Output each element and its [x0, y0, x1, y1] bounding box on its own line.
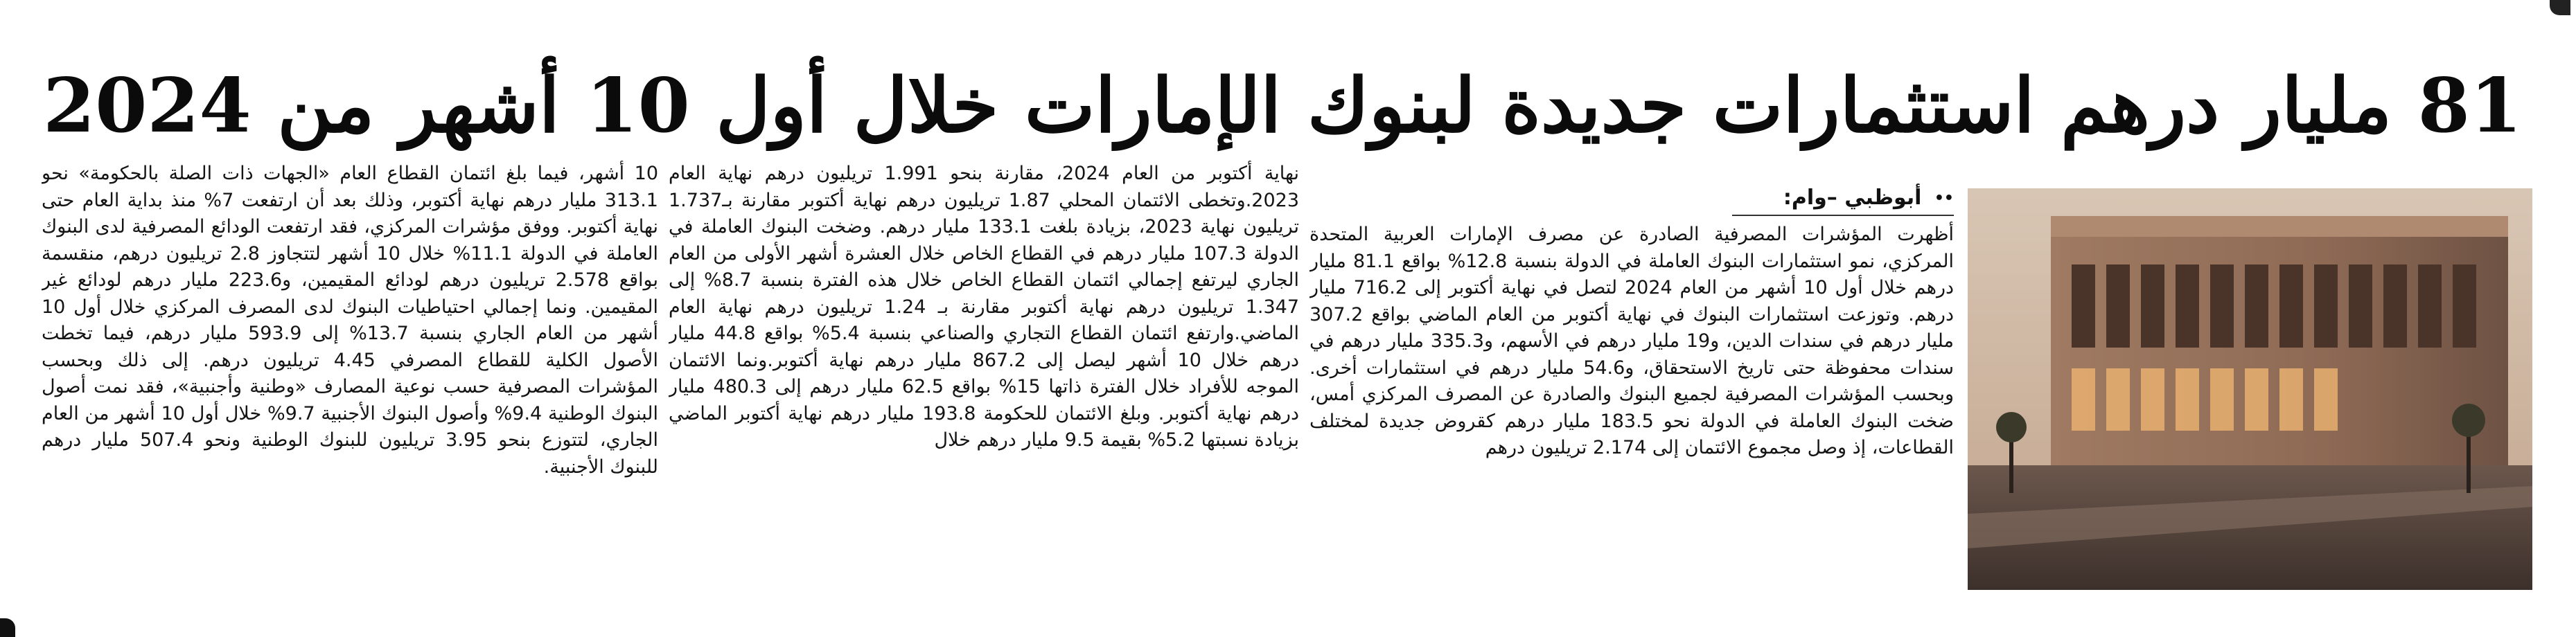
article-column-3 — [42, 161, 658, 593]
dateline — [1732, 186, 1954, 216]
dateline-rule — [1732, 215, 1954, 216]
column-text: 10 أشهر، فيما بلغ ائتمان القطاع العام «الجهات ذات الصلة بالحكومة» نحو 313.1 مليار درهم نهاية أكتوبر، وذلك بعد أن ارتفعت 7% منذ بداية العام حتى نهاية أكتوبر. ووفق مؤشرات المركزي، فقد ارتفعت الودائع المصرفية لدى البنوك العاملة في الدولة 11.1% خلال 10 أشهر لتتجاوز 2.8 تريليون درهم، منقسمة بواقع 2.578 تريليون درهم لودائع المقيمين، و223.6 مليار درهم لودائع غير المقيمين. ونما إجمالي احتياطيات البنوك لدى المصرف المركزي خلال أول 10 أشهر من العام الجاري بنسبة 13.7% إلى 593.9 مليار درهم، فيما تخطت الأصول الكلية للقطاع المصرفي 4.45 تريليون درهم. إلى ذلك وبحسب المؤشرات المصرفية حسب نوعية المصارف «وطنية وأجنبية»، فقد نمت أصول البنوك الوطنية 9.4% وأصول البنوك الأجنبية 9.7% خلال أول 10 أشهر من العام الجاري، لتتوزع بنحو 3.95 تريليون للبنوك الوطنية ونحو 507.4 مليار درهم للبنوك الأجنبية. — [42, 163, 658, 478]
article-column-1 — [1309, 222, 1954, 595]
column-text: أظهرت المؤشرات المصرفية الصادرة عن مصرف الإمارات العربية المتحدة المركزي، نمو استثمارات البنوك العاملة في الدولة بنسبة 12.8% بواقع 81.1 مليار درهم خلال أول 10 أشهر من العام 2024 لتصل في نهاية أكتوبر إلى 716.2 مليار درهم. وتوزعت استثمارات البنوك في نهاية أكتوبر من العام الماضي بواقع 307.2 مليار درهم في سندات الدين، و19 مليار درهم في الأسهم، و335.3 مليار درهم في سندات محفوظة حتى تاريخ الاستحقاق، و54.6 مليار درهم في استثمارات أخرى. وبحسب المؤشرات المصرفية لجميع البنوك والصادرة عن المصرف المركزي أمس، ضخت البنوك العاملة في الدولة نحو 183.5 مليار درهم كقروض جديدة لمختلف القطاعات، إذ وصل مجموع الائتمان إلى 2.174 تريليون درهم — [1309, 224, 1954, 458]
headline: 81 مليار درهم استثمارات جديدة لبنوك الإمارات خلال أول 10 أشهر من 2024 — [43, 62, 2522, 150]
dateline-text: أبوظبي –وام: — [1783, 186, 1922, 210]
building-illustration — [1968, 188, 2532, 590]
column-text: نهاية أكتوبر من العام 2024، مقارنة بنحو 1.991 تريليون درهم نهاية العام 2023.وتخطى الائتمان المحلي 1.87 تريليون درهم نهاية أكتوبر مقارنة بـ1.737 تريليون نهاية 2023، بزيادة بلغت 133.1 مليار درهم. وضخت البنوك العاملة في الدولة 107.3 مليار درهم في القطاع الخاص خلال العشرة أشهر الأولى من العام الجاري ليرتفع إجمالي ائتمان القطاع الخاص خلال هذه الفترة بنسبة 8.7% إلى 1.347 تريليون درهم نهاية أكتوبر مقارنة بـ 1.24 تريليون درهم نهاية العام الماضي.وارتفع ائتمان القطاع التجاري والصناعي بنسبة 5.4% بواقع 44.8 مليار درهم خلال 10 أشهر ليصل إلى 867.2 مليار درهم نهاية أكتوبر.ونما الائتمان الموجه للأفراد خلال الفترة ذاتها 15% بواقع 62.5 مليار درهم إلى 480.3 مليار درهم نهاية أكتوبر. وبلغ الائتمان للحكومة 193.8 مليار درهم نهاية أكتوبر الماضي بزيادة نسبتها 5.2% بقيمة 9.5 مليار درهم خلال — [669, 163, 1299, 451]
article-column-2 — [669, 161, 1299, 593]
page-edge-mark — [2550, 0, 2570, 15]
dateline-marker: •• — [1934, 190, 1954, 207]
news-photo — [1968, 188, 2532, 590]
page-edge-mark — [0, 618, 15, 637]
